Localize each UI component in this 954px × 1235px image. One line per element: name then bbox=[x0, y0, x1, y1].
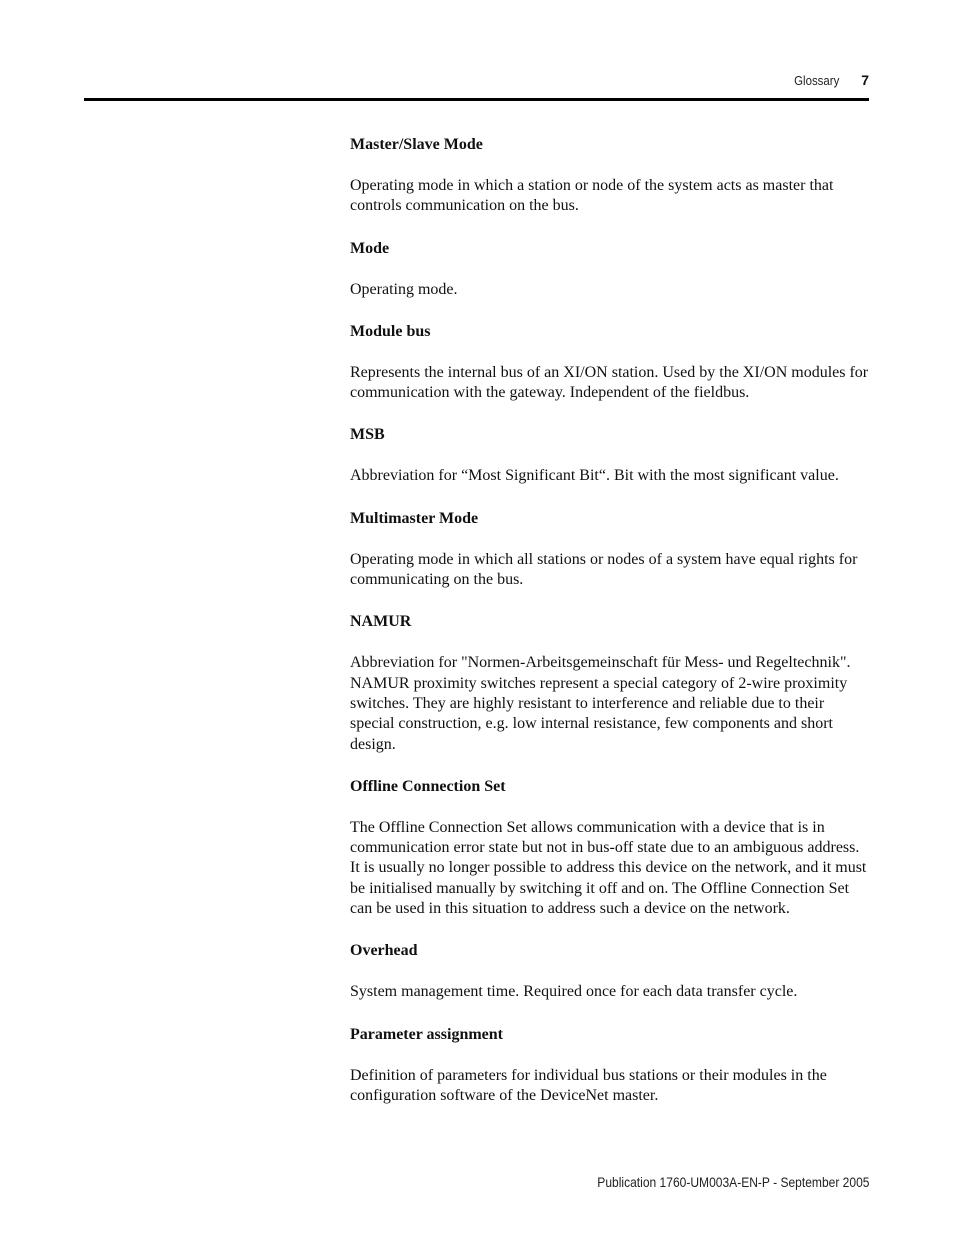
glossary-definition: System management time. Required once for each data transfer cycle. bbox=[350, 983, 798, 1001]
glossary-definition: Operating mode in which a station or node of the system acts as master that controls communication on the bus. bbox=[350, 177, 834, 215]
glossary-term: Master/Slave Mode bbox=[350, 136, 483, 153]
glossary-definition: Operating mode in which all stations or nodes of a system have equal rights for communicating on the bus. bbox=[350, 550, 858, 589]
glossary-entry bbox=[350, 134, 870, 217]
glossary-term: Mode bbox=[350, 239, 390, 257]
glossary-term: Parameter assignment bbox=[350, 1025, 503, 1043]
glossary-entry bbox=[350, 508, 870, 591]
glossary-term: NAMUR bbox=[350, 613, 412, 631]
glossary-definition: Represents the internal bus of an XI/ON station. Used by the XI/ON modules for communication with the gateway. Independent of the fieldbus. bbox=[350, 363, 869, 402]
glossary-definition: Operating mode. bbox=[350, 280, 458, 298]
glossary-term: Offline Connection Set bbox=[350, 777, 506, 795]
page-number: 7 bbox=[861, 72, 869, 88]
publication-footer: Publication 1760-UM003A-EN-P - September 2005 bbox=[596, 1174, 869, 1190]
glossary-content bbox=[350, 134, 870, 1127]
glossary-definition: Abbreviation for “Most Significant Bit“. Bit with the most significant value. bbox=[350, 467, 839, 485]
glossary-entry bbox=[350, 321, 870, 404]
glossary-term: Overhead bbox=[350, 942, 418, 960]
glossary-entry bbox=[350, 940, 870, 1002]
glossary-entry bbox=[350, 1024, 870, 1107]
glossary-term: Module bus bbox=[350, 322, 431, 340]
page-header bbox=[84, 70, 869, 101]
glossary-term: Multimaster Mode bbox=[350, 509, 479, 527]
glossary-term: MSB bbox=[350, 426, 385, 444]
glossary-entry bbox=[350, 238, 870, 300]
glossary-entry bbox=[350, 424, 870, 486]
glossary-definition: The Offline Connection Set allows communication with a device that is in communication error state but not in bus-off state due to an ambiguous address. It is usually no longer possible to address this device on the network, and it must be initialised manually by switching it off and on. The Offline Connection Set can be used in this situation to address such a device on the network. bbox=[350, 818, 867, 918]
glossary-entry bbox=[350, 776, 870, 919]
glossary-definition: Definition of parameters for individual bus stations or their modules in the configuration software of the DeviceNet master. bbox=[350, 1066, 827, 1104]
glossary-entry bbox=[350, 611, 870, 754]
glossary-definition: Abbreviation for "Normen-Arbeitsgemeinschaft für Mess- und Regeltechnik". NAMUR proximity switches represent a special category of 2-wire proximity switches. They are highly resistant to interference and reliable due to their special construction, e.g. low internal resistance, few components and short design. bbox=[350, 654, 851, 753]
header-section-title: Glossary bbox=[793, 73, 839, 88]
